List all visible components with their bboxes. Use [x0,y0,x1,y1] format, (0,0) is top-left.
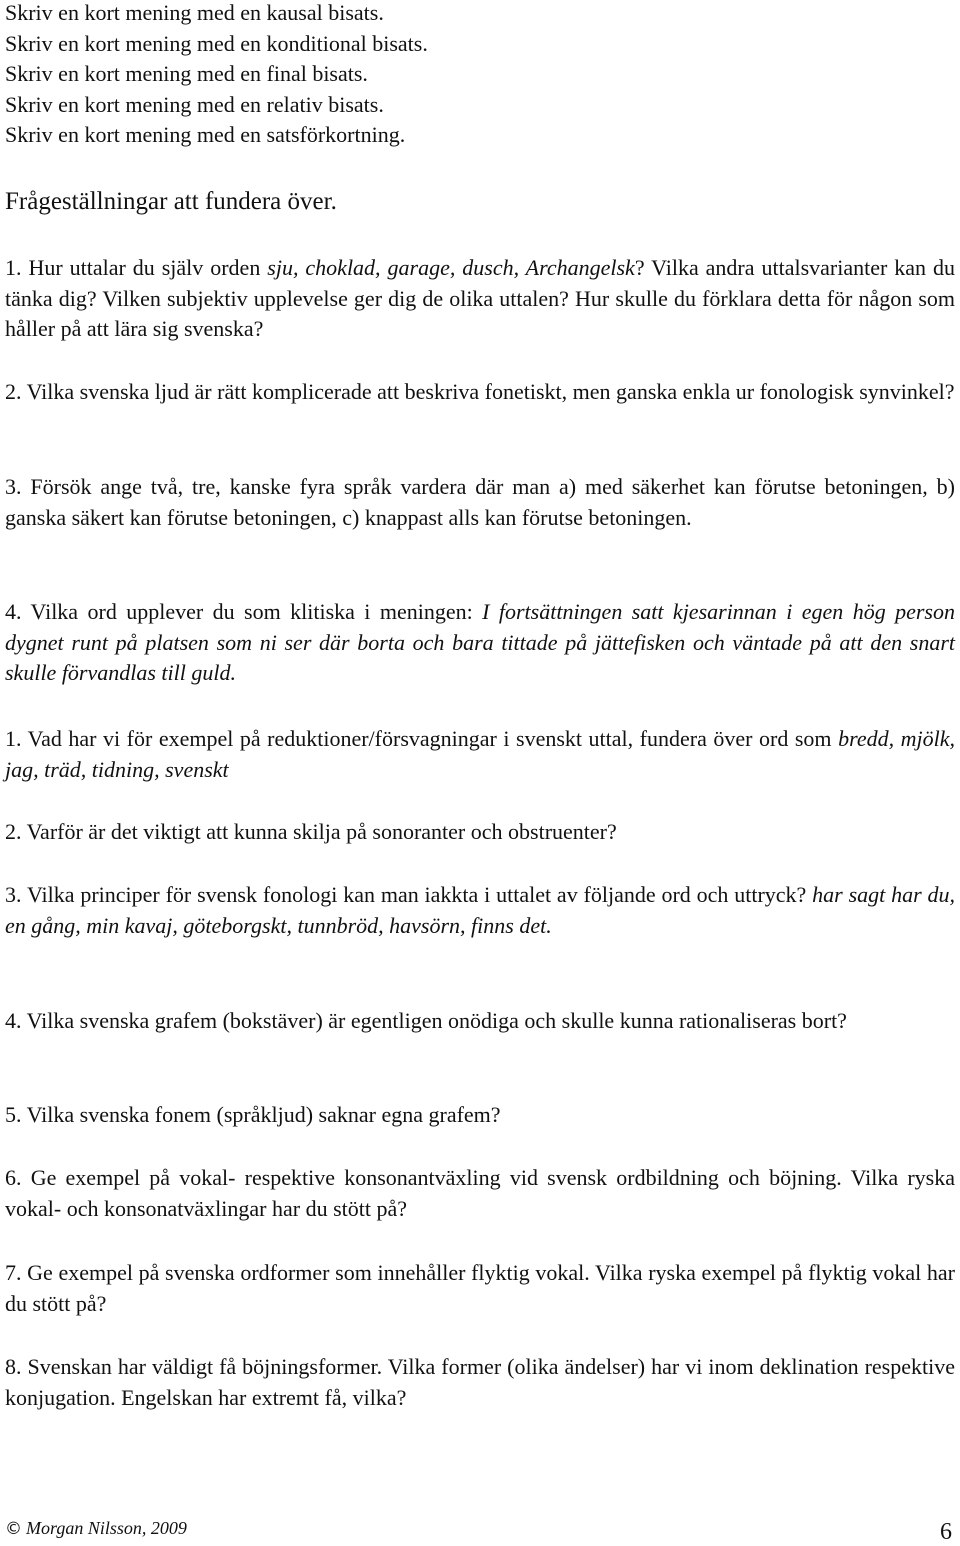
exercise-list [5,0,428,151]
question-text: 1. Vad har vi för exempel på reduktioner/försvagningar i svenskt uttal, fundera över ord som [5,726,839,751]
author-name: Morgan Nilsson, 2009 [26,1518,187,1538]
question-text: 1. Hur uttalar du själv orden [5,255,268,280]
question-b1 [5,724,955,785]
question-b7: 7. Ge exempel på svenska ordformer som innehåller flyktig vokal. Vilka ryska exempel på flyktig vokal har du stött på? [5,1260,955,1316]
exercise-line: Skriv en kort mening med en konditional bisats. [5,30,428,56]
example-words: bredd, mjölk, jag, träd, tidning, svenskt [5,726,955,782]
copyright-symbol: © [5,1519,22,1539]
footer-author [5,1517,187,1540]
exercise-line: Skriv en kort mening med en kausal bisats. [5,0,384,25]
exercise-line: Skriv en kort mening med en satsförkortning. [5,122,406,147]
question-text: ? Vilka andra uttalsvarianter kan du tänka dig? Vilken subjektiv upplevelse ger dig de olika uttalen? Hur skulle du förklara detta för någon som håller på att lära sig svenska? [5,255,955,342]
question-text: 3. Vilka principer för svensk fonologi kan man iakkta i uttalet av följande ord och uttryck? [5,882,813,907]
question-b3 [5,880,955,941]
example-sentence: I fortsättningen satt kjesarinnan i egen hög person dygnet runt på platsen som ni ser där borta och bara tittade på jättefisken och väntade på att den snart skulle förvandlas till guld. [5,599,955,686]
exercise-line: Skriv en kort mening med en relativ bisats. [5,91,384,117]
example-words: sju, choklad, garage, dusch, Archangelsk [267,255,635,280]
question-b8: 8. Svenskan har väldigt få böjningsformer. Vilka former (olika ändelser) har vi inom deklination respektive konjugation. Engelskan har extremt få, vilka? [5,1354,955,1410]
section-heading: Frågeställningar att fundera över. [5,188,337,215]
question-b2: 2. Varför är det viktigt att kunna skilja på sonoranter och obstruenter? [5,819,617,844]
question-b4: 4. Vilka svenska grafem (bokstäver) är egentligen onödiga och skulle kunna rationaliseras bort? [5,1008,847,1033]
question-text: 4. Vilka ord upplever du som klitiska i meningen: [5,599,483,624]
question-4 [5,597,955,689]
page-number: 6 [940,1519,952,1545]
question-2: 2. Vilka svenska ljud är rätt komplicerade att beskriva fonetiskt, men ganska enkla ur fonologisk synvinkel? [5,379,955,404]
question-b5: 5. Vilka svenska fonem (språkljud) saknar egna grafem? [5,1102,501,1127]
question-3: 3. Försök ange två, tre, kanske fyra språk vardera där man a) med säkerhet kan förutse betoningen, b) ganska säkert kan förutse betoningen, c) knappast alls kan förutse betoningen. [5,474,955,530]
exercise-line: Skriv en kort mening med en final bisats. [5,61,368,86]
example-phrases: har sagt har du, en gång, min kavaj, göteborgskt, tunnbröd, havsörn, finns det. [5,882,955,938]
question-b6: 6. Ge exempel på vokal- respektive konsonantväxling vid svensk ordbildning och böjning. Vilka ryska vokal- och konsonatväxlingar har du stött på? [5,1165,955,1221]
question-1 [5,253,955,345]
